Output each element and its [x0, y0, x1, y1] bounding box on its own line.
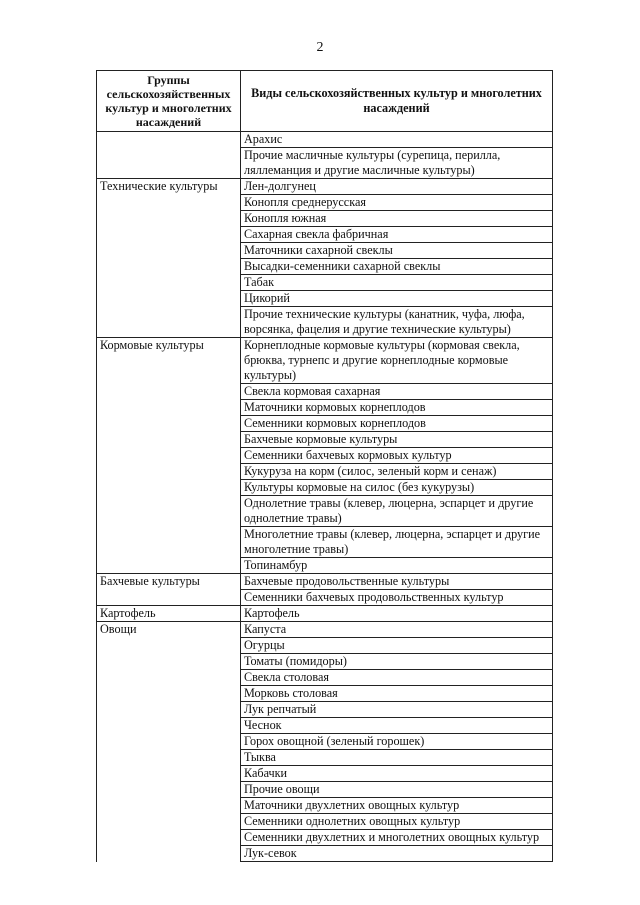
page-number: 2	[316, 40, 324, 55]
table-body	[97, 132, 553, 862]
group-name-cell-continued	[97, 384, 241, 400]
crop-type-cell: Семенники бахчевых кормовых культур	[241, 448, 553, 464]
crop-type-cell: Бахчевые кормовые культуры	[241, 432, 553, 448]
crop-type-cell: Кукуруза на корм (силос, зеленый корм и сенаж)	[241, 464, 553, 480]
group-name-cell-continued	[97, 496, 241, 527]
crop-type-cell: Многолетние травы (клевер, люцерна, эспарцет и другие многолетние травы)	[241, 527, 553, 558]
table-row	[97, 654, 553, 670]
group-name-cell-continued	[97, 527, 241, 558]
crop-type-cell: Семенники кормовых корнеплодов	[241, 416, 553, 432]
table-header-row	[97, 71, 553, 132]
table-row	[97, 259, 553, 275]
group-name-cell-continued	[97, 259, 241, 275]
table-row	[97, 846, 553, 862]
table-row	[97, 718, 553, 734]
table-row	[97, 338, 553, 384]
crop-type-cell: Арахис	[241, 132, 553, 148]
table-row	[97, 275, 553, 291]
table-row	[97, 527, 553, 558]
group-name-cell: Картофель	[97, 606, 241, 622]
crop-type-cell: Маточники кормовых корнеплодов	[241, 400, 553, 416]
group-name-cell: Бахчевые культуры	[97, 574, 241, 590]
group-name-cell-continued	[97, 480, 241, 496]
crop-type-cell: Бахчевые продовольственные культуры	[241, 574, 553, 590]
header-groups: Группы сельскохозяйственных культур и многолетних насаждений	[97, 71, 241, 132]
crop-type-cell: Прочие масличные культуры (сурепица, перилла, ляллеманция и другие масличные культуры)	[241, 148, 553, 179]
table-row	[97, 574, 553, 590]
table-row	[97, 496, 553, 527]
table-row	[97, 670, 553, 686]
crop-type-cell: Свекла столовая	[241, 670, 553, 686]
table-row	[97, 558, 553, 574]
group-name-cell-continued	[97, 432, 241, 448]
crop-type-cell: Однолетние травы (клевер, люцерна, эспарцет и другие однолетние травы)	[241, 496, 553, 527]
table-row	[97, 432, 553, 448]
group-name-cell-continued	[97, 766, 241, 782]
group-name-cell-continued	[97, 148, 241, 179]
crop-type-cell: Корнеплодные кормовые культуры (кормовая свекла, брюква, турнепс и другие корнеплодные кормовые культуры)	[241, 338, 553, 384]
group-name-cell-continued	[97, 750, 241, 766]
crop-type-cell: Морковь столовая	[241, 686, 553, 702]
crop-type-cell: Конопля южная	[241, 211, 553, 227]
crop-groups-table	[96, 70, 553, 862]
crop-type-cell: Картофель	[241, 606, 553, 622]
crop-type-cell: Томаты (помидоры)	[241, 654, 553, 670]
crop-type-cell: Прочие овощи	[241, 782, 553, 798]
crop-type-cell: Культуры кормовые на силос (без кукурузы)	[241, 480, 553, 496]
crop-type-cell: Семенники двухлетних и многолетних овощных культур	[241, 830, 553, 846]
table-row	[97, 416, 553, 432]
crop-type-cell: Семенники бахчевых продовольственных культур	[241, 590, 553, 606]
table-row	[97, 766, 553, 782]
crop-type-cell: Кабачки	[241, 766, 553, 782]
group-name-cell-continued	[97, 782, 241, 798]
group-name-cell-continued	[97, 307, 241, 338]
table-row	[97, 702, 553, 718]
table-row	[97, 384, 553, 400]
table-row	[97, 307, 553, 338]
crop-type-cell: Лук репчатый	[241, 702, 553, 718]
group-name-cell-continued	[97, 416, 241, 432]
crop-type-cell: Топинамбур	[241, 558, 553, 574]
group-name-cell: Технические культуры	[97, 179, 241, 195]
group-name-cell-continued	[97, 846, 241, 862]
group-name-cell-continued	[97, 464, 241, 480]
group-name-cell-continued	[97, 734, 241, 750]
crop-type-cell: Маточники двухлетних овощных культур	[241, 798, 553, 814]
crop-type-cell: Прочие технические культуры (канатник, чуфа, люфа, ворсянка, фацелия и другие технические культуры)	[241, 307, 553, 338]
crop-type-cell: Конопля среднерусская	[241, 195, 553, 211]
group-name-cell-continued	[97, 638, 241, 654]
table-row	[97, 830, 553, 846]
table-row	[97, 400, 553, 416]
group-name-cell-continued	[97, 590, 241, 606]
table-row	[97, 448, 553, 464]
crop-type-cell: Маточники сахарной свеклы	[241, 243, 553, 259]
crop-type-cell: Сахарная свекла фабричная	[241, 227, 553, 243]
crop-type-cell: Цикорий	[241, 291, 553, 307]
group-name-cell-continued	[97, 718, 241, 734]
table-row	[97, 798, 553, 814]
group-name-cell-continued	[97, 291, 241, 307]
group-name-cell-continued	[97, 798, 241, 814]
crop-type-cell: Высадки-семенники сахарной свеклы	[241, 259, 553, 275]
crop-type-cell: Семенники однолетних овощных культур	[241, 814, 553, 830]
crop-type-cell: Свекла кормовая сахарная	[241, 384, 553, 400]
group-name-cell: Кормовые культуры	[97, 338, 241, 384]
crop-type-cell: Чеснок	[241, 718, 553, 734]
table-row	[97, 211, 553, 227]
group-name-cell-continued	[97, 227, 241, 243]
table-row	[97, 814, 553, 830]
group-name-cell-continued	[97, 400, 241, 416]
table-row	[97, 464, 553, 480]
table-row	[97, 227, 553, 243]
group-name-cell-continued	[97, 814, 241, 830]
table-row	[97, 606, 553, 622]
group-name-cell-continued	[97, 654, 241, 670]
group-name-cell-continued	[97, 558, 241, 574]
group-name-cell-continued	[97, 702, 241, 718]
crop-type-cell: Табак	[241, 275, 553, 291]
table-row	[97, 179, 553, 195]
group-name-cell	[97, 132, 241, 148]
group-name-cell-continued	[97, 686, 241, 702]
table-row	[97, 132, 553, 148]
group-name-cell: Овощи	[97, 622, 241, 638]
table-row	[97, 480, 553, 496]
table-row	[97, 734, 553, 750]
table-row	[97, 195, 553, 211]
group-name-cell-continued	[97, 448, 241, 464]
table-row	[97, 638, 553, 654]
table-row	[97, 243, 553, 259]
group-name-cell-continued	[97, 243, 241, 259]
group-name-cell-continued	[97, 195, 241, 211]
group-name-cell-continued	[97, 830, 241, 846]
group-name-cell-continued	[97, 275, 241, 291]
table-row	[97, 148, 553, 179]
crop-type-cell: Лен-долгунец	[241, 179, 553, 195]
crop-type-cell: Тыква	[241, 750, 553, 766]
group-name-cell-continued	[97, 211, 241, 227]
table-row	[97, 686, 553, 702]
table-row	[97, 622, 553, 638]
group-name-cell-continued	[97, 670, 241, 686]
crop-type-cell: Огурцы	[241, 638, 553, 654]
table-row	[97, 750, 553, 766]
crop-type-cell: Капуста	[241, 622, 553, 638]
crop-type-cell: Лук-севок	[241, 846, 553, 862]
crop-type-cell: Горох овощной (зеленый горошек)	[241, 734, 553, 750]
table-row	[97, 291, 553, 307]
table-row	[97, 590, 553, 606]
header-crop-types: Виды сельскохозяйственных культур и многолетних насаждений	[241, 71, 553, 132]
table-row	[97, 782, 553, 798]
